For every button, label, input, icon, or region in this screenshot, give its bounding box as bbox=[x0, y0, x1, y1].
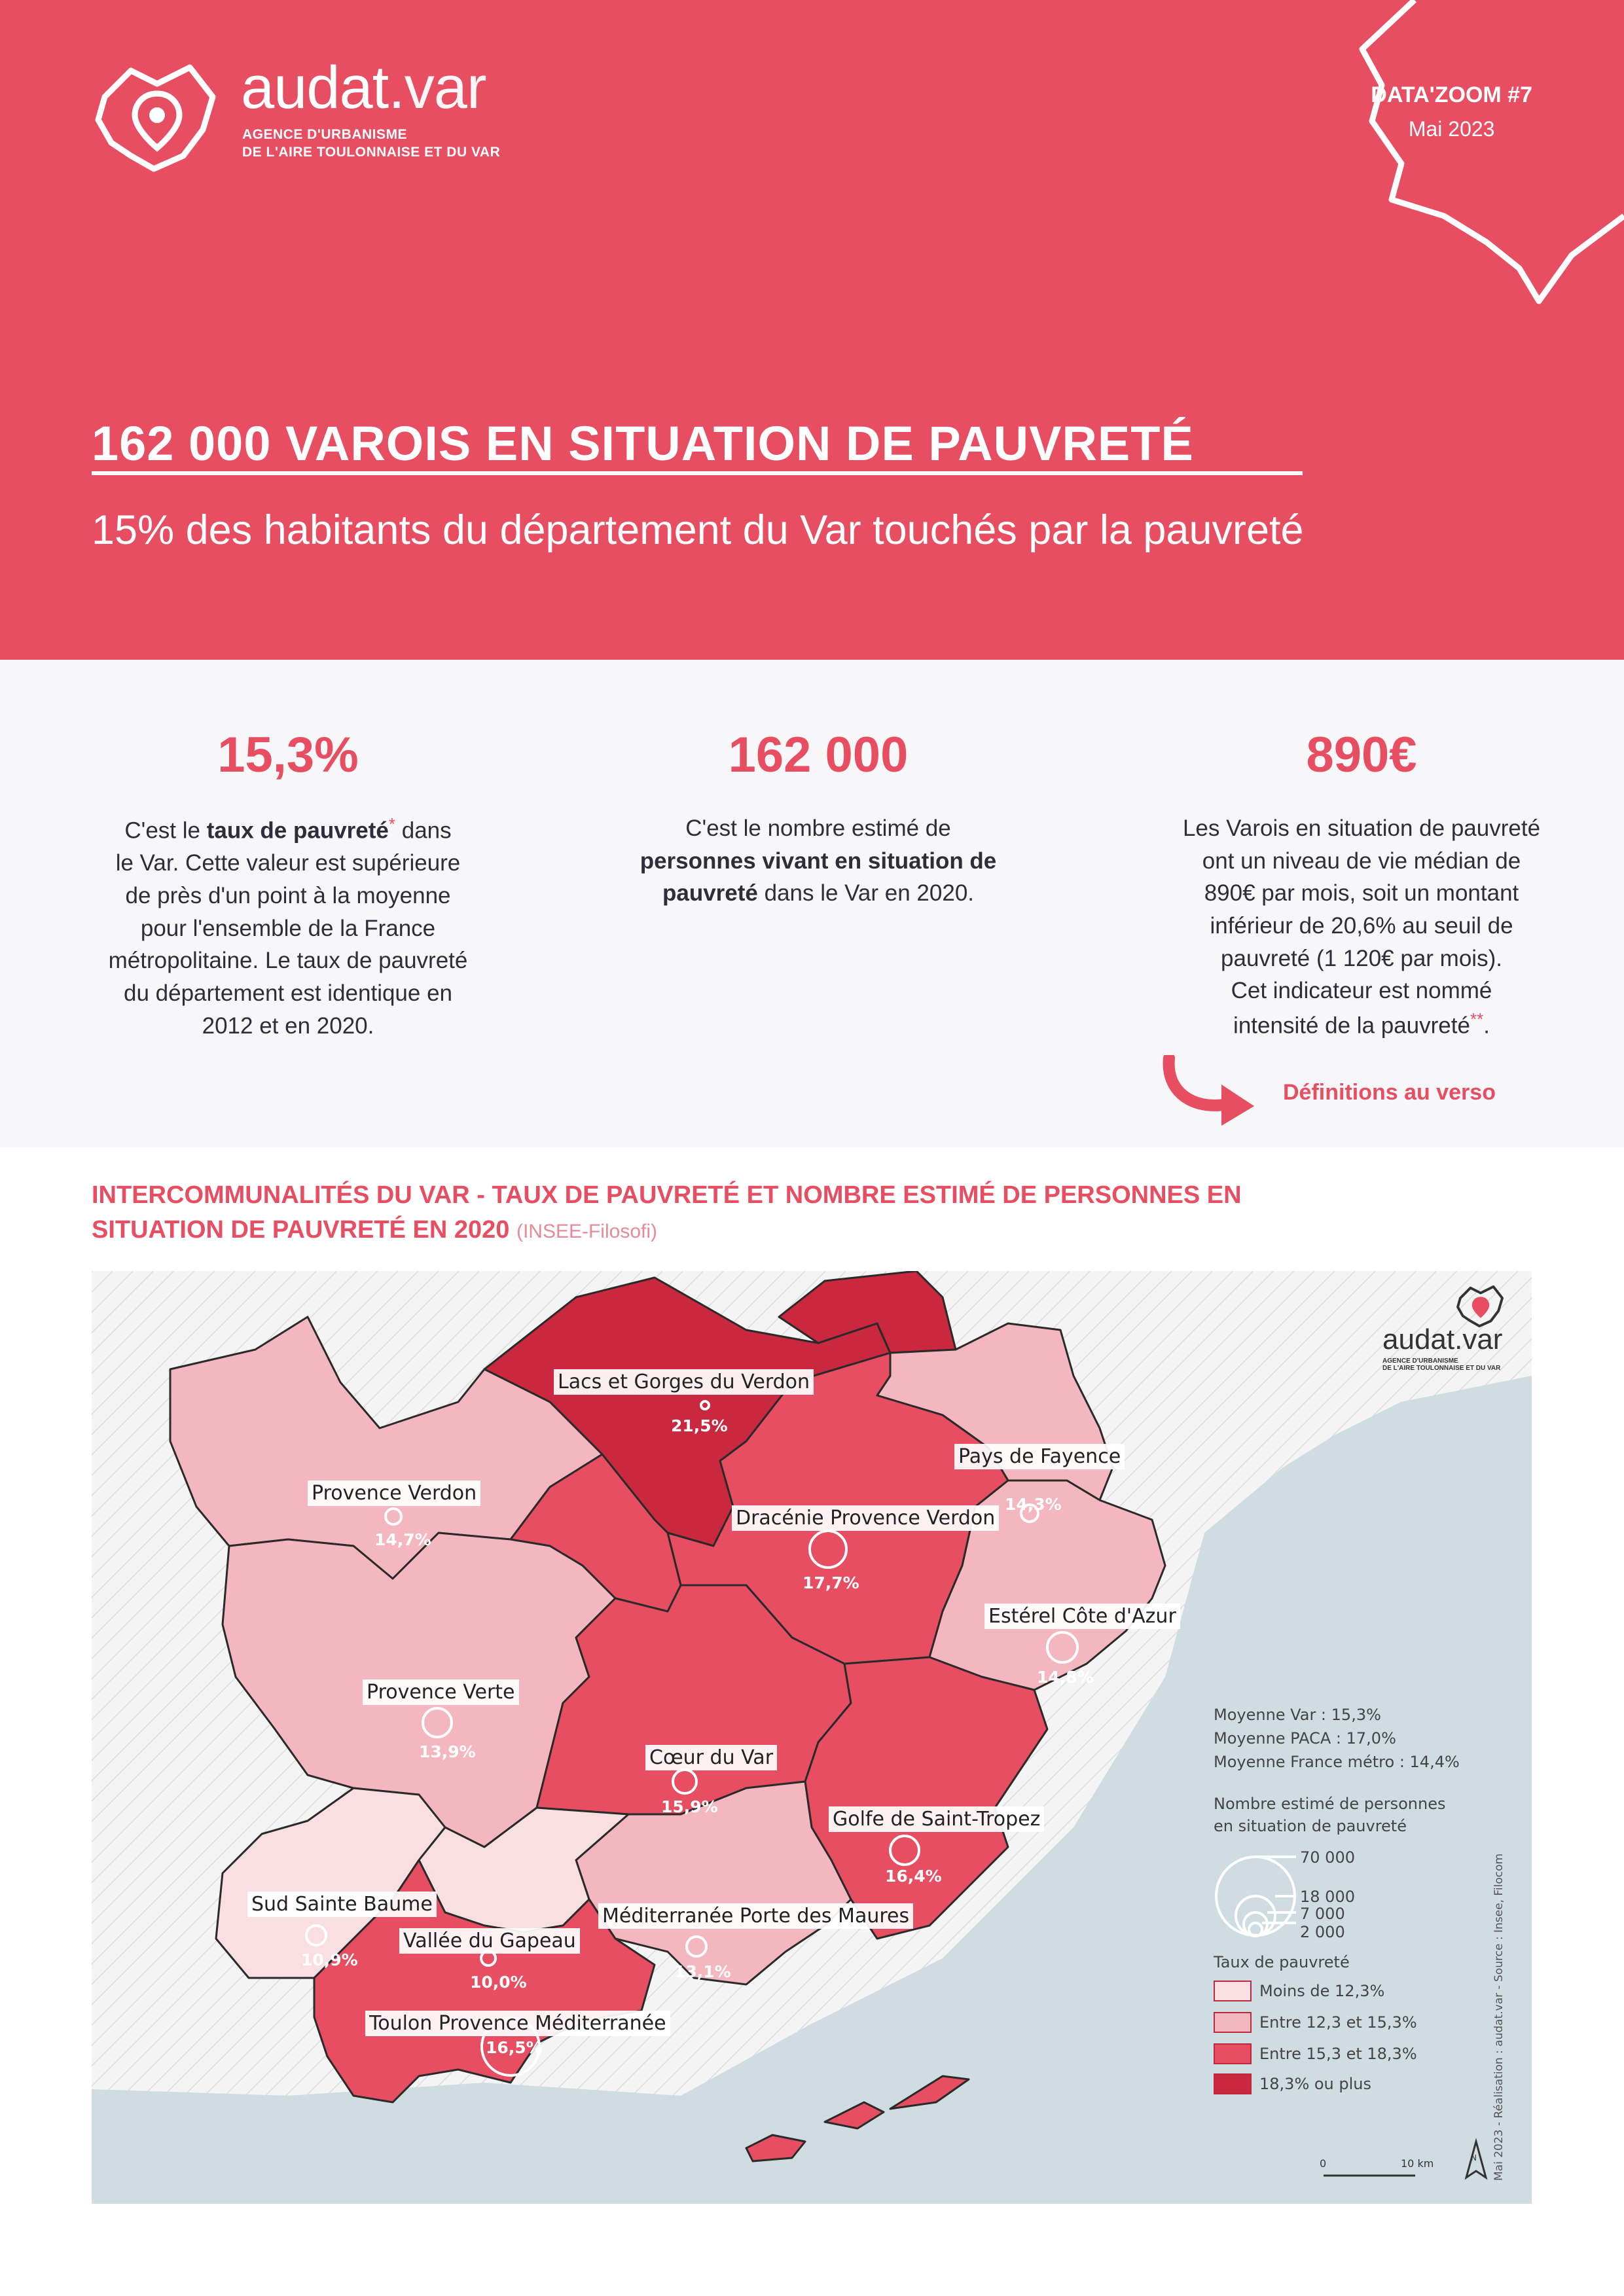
kpi-value: 890€ bbox=[1306, 727, 1417, 783]
label-pays-de-fayence: Pays de Fayence bbox=[954, 1444, 1125, 1469]
average-rates bbox=[1214, 1703, 1521, 1774]
label-golfe-saint-tropez: Golfe de Saint-Tropez bbox=[829, 1806, 1044, 1832]
value-provence-verdon: 14,7% bbox=[374, 1530, 431, 1549]
map-title-line-1: INTERCOMMUNALITÉS DU VAR - TAUX DE PAUVRETÉ ET NOMBRE ESTIMÉ DE PERSONNES EN bbox=[92, 1181, 1242, 1209]
label-coeur-du-var: Cœur du Var bbox=[645, 1745, 777, 1770]
tagline-line-1: AGENCE D'URBANISME bbox=[242, 127, 408, 142]
map-title bbox=[92, 1178, 1532, 1247]
rate-class-2: Entre 12,3 et 15,3% bbox=[1214, 2012, 1521, 2034]
kpi-description: C'est le nombre estimé de personnes vivant en situation de pauvreté dans le Var en 2020. bbox=[640, 816, 997, 906]
rate-class-4: 18,3% ou plus bbox=[1214, 2073, 1521, 2096]
label-toulon-provence-mediterranee: Toulon Provence Méditerranée bbox=[365, 2011, 670, 2036]
average-france: Moyenne France métro : 14,4% bbox=[1214, 1753, 1460, 1771]
rate-legend-title: Taux de pauvreté bbox=[1214, 1953, 1350, 1971]
logo-icon bbox=[1454, 1283, 1507, 1329]
value-toulon: 16,5% bbox=[486, 2038, 543, 2057]
swatch-class-4 bbox=[1214, 2073, 1252, 2094]
brand-name bbox=[241, 54, 486, 121]
brand-main: audat bbox=[241, 54, 389, 121]
label-provence-verdon: Provence Verdon bbox=[308, 1480, 480, 1506]
poverty-map bbox=[92, 1271, 1532, 2204]
curved-arrow-icon bbox=[1163, 1055, 1261, 1127]
kpi-value: 162 000 bbox=[728, 727, 909, 783]
header-banner bbox=[0, 0, 1624, 660]
tagline-line-2: DE L'AIRE TOULONNAISE ET DU VAR bbox=[242, 145, 501, 160]
circle-legend-2000: 2 000 bbox=[1300, 1923, 1345, 1941]
swatch-class-1 bbox=[1214, 1981, 1252, 2001]
issue-date: Mai 2023 bbox=[1408, 117, 1495, 141]
brand-tagline bbox=[242, 126, 500, 162]
page-subtitle: 15% des habitants du département du Var touchés par la pauvreté bbox=[92, 507, 1304, 553]
kpi-poverty-rate bbox=[92, 726, 484, 1042]
page-title: 162 000 VAROIS EN SITUATION DE PAUVRETÉ bbox=[92, 416, 1194, 471]
label-provence-verte: Provence Verte bbox=[363, 1679, 519, 1705]
value-pays-de-fayence: 14,3% bbox=[1005, 1495, 1062, 1514]
value-mediterranee-porte-maures: 13,1% bbox=[674, 1962, 731, 1981]
north-label: N bbox=[1471, 2153, 1477, 2162]
map-source: (INSEE-Filosofi) bbox=[516, 1221, 657, 1243]
logo-icon bbox=[92, 58, 223, 175]
title-underline bbox=[92, 471, 1303, 475]
issue-series: DATA'ZOOM #7 bbox=[1371, 82, 1532, 107]
map-logo bbox=[1382, 1283, 1513, 1381]
circle-legend-18000: 18 000 bbox=[1300, 1888, 1355, 1906]
swatch-class-3 bbox=[1214, 2043, 1252, 2064]
circle-legend-title: Nombre estimé de personnes en situation de pauvreté bbox=[1214, 1795, 1446, 1835]
map-credit: Mai 2023 - Réalisation : audat.var - Source : Insee, Filocom bbox=[1492, 1853, 1506, 2181]
value-provence-verte: 13,9% bbox=[419, 1742, 476, 1761]
value-lacs-gorges-verdon: 21,5% bbox=[671, 1416, 728, 1435]
map-title-line-2: SITUATION DE PAUVRETÉ EN 2020 bbox=[92, 1216, 510, 1244]
issue-info bbox=[1371, 77, 1532, 147]
value-dracenie: 17,7% bbox=[803, 1573, 859, 1592]
brand-sub: .var bbox=[388, 54, 486, 121]
kpi-median-income bbox=[1146, 726, 1578, 1042]
value-sud-sainte-baume: 10,9% bbox=[301, 1950, 358, 1969]
value-coeur-du-var: 15,9% bbox=[661, 1797, 718, 1816]
scale-end: 10 km bbox=[1401, 2157, 1434, 2170]
value-esterel: 14,8% bbox=[1037, 1668, 1094, 1687]
label-vallee-du-gapeau: Vallée du Gapeau bbox=[399, 1928, 580, 1954]
label-sud-sainte-baume: Sud Sainte Baume bbox=[247, 1892, 437, 1917]
kpi-value: 15,3% bbox=[217, 727, 359, 783]
decorative-outline-icon bbox=[1323, 0, 1624, 327]
definitions-link-label[interactable]: Définitions au verso bbox=[1283, 1080, 1496, 1105]
kpi-poor-population bbox=[609, 726, 1028, 910]
average-paca: Moyenne PACA : 17,0% bbox=[1214, 1729, 1396, 1748]
map-logo-tagline: AGENCE D'URBANISME DE L'AIRE TOULONNAISE ET DU VAR bbox=[1382, 1357, 1501, 1372]
circle-legend-7000: 7 000 bbox=[1300, 1905, 1345, 1923]
kpi-description: C'est le taux de pauvreté* dans le Var. Cette valeur est supérieure de près d'un point à la moyenne pour l'ensemble de la France métropolitaine. Le taux de pauvreté du département est identique en 2012 et en 2020. bbox=[108, 814, 468, 1039]
kpi-description: Les Varois en situation de pauvreté ont un niveau de vie médian de 890€ par mois, soit un montant inférieur de 20,6% au seuil de pauvreté (1 120€ par mois). Cet indicateur est nommé intensité de la pauvreté**. bbox=[1182, 816, 1541, 1039]
circle-legend-70000: 70 000 bbox=[1300, 1848, 1355, 1867]
map-logo-brand: audat.var bbox=[1382, 1323, 1503, 1355]
rate-class-1: Moins de 12,3% bbox=[1214, 1981, 1521, 2003]
label-dracenie-provence-verdon: Dracénie Provence Verdon bbox=[732, 1505, 999, 1531]
swatch-class-2 bbox=[1214, 2012, 1252, 2033]
label-esterel-cote-azur: Estérel Côte d'Azur bbox=[984, 1604, 1180, 1629]
definitions-link[interactable] bbox=[1163, 1055, 1516, 1127]
label-mediterranee-porte-maures: Méditerranée Porte des Maures bbox=[598, 1903, 913, 1929]
label-lacs-gorges-verdon: Lacs et Gorges du Verdon bbox=[554, 1369, 814, 1395]
rate-class-3: Entre 15,3 et 18,3% bbox=[1214, 2043, 1521, 2066]
value-vallee-du-gapeau: 10,0% bbox=[470, 1973, 527, 1992]
average-var: Moyenne Var : 15,3% bbox=[1214, 1706, 1381, 1724]
scale-start: 0 bbox=[1320, 2157, 1327, 2170]
value-golfe-saint-tropez: 16,4% bbox=[885, 1867, 942, 1886]
